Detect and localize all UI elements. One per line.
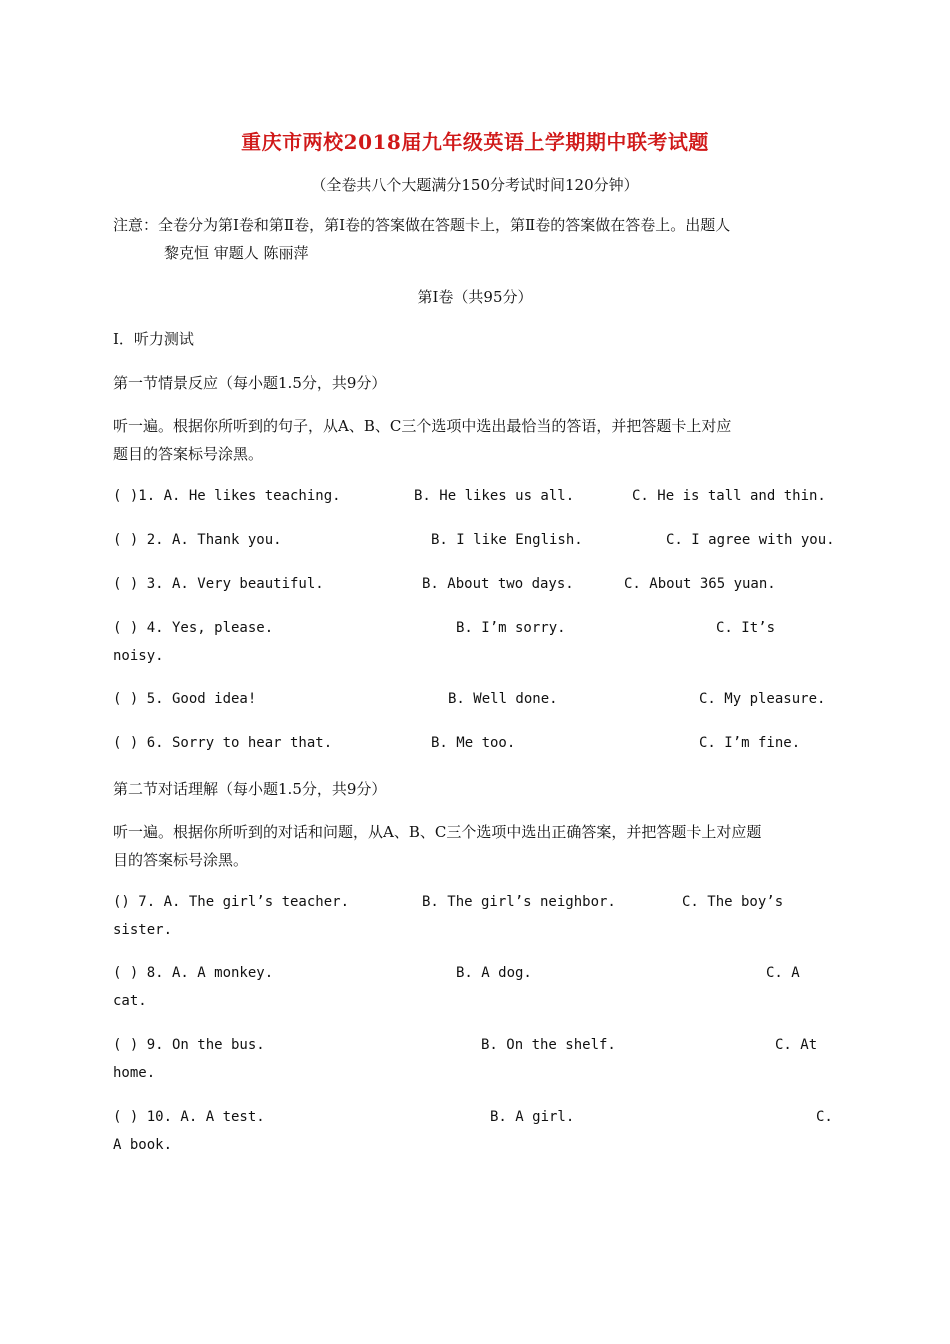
q9-option-c-wrap: home.: [113, 1065, 156, 1081]
q6-option-c: C. I’m fine.: [699, 735, 801, 751]
q10-option-b: B. A girl.: [490, 1109, 575, 1125]
q9-option-b: B. On the shelf.: [481, 1037, 616, 1053]
section-listening: Ⅰ．听力测试: [113, 330, 194, 348]
q8-option-b: B. A dog.: [456, 965, 532, 981]
q6-option-b: B. Me too.: [431, 735, 516, 751]
sec1-heading: 第一节情景反应（每小题1.5分，共9分）: [113, 374, 387, 392]
q4-option-c-wrap: noisy.: [113, 648, 164, 664]
q7-option-b: B. The girl’s neighbor.: [422, 894, 616, 910]
notice-line-2: 黎克恒 审题人 陈丽萍: [164, 244, 309, 262]
q8-option-c: C. A: [766, 965, 800, 981]
exam-title: 重庆市两校2018届九年级英语上学期期中联考试题: [241, 130, 709, 154]
q7-option-c: C. The boy’s: [682, 894, 784, 910]
q7-stem: () 7. A. The girl’s teacher.: [113, 894, 350, 910]
q2-stem: ( ) 2. A. Thank you.: [113, 532, 282, 548]
q1-option-b: B. He likes us all.: [414, 488, 575, 504]
q4-option-c: C. It’s: [716, 620, 776, 636]
q8-option-c-wrap: cat.: [113, 993, 147, 1009]
q10-option-c: C.: [816, 1109, 833, 1125]
q3-option-b: B. About two days.: [422, 576, 574, 592]
q5-option-c: C. My pleasure.: [699, 691, 826, 707]
sec2-instruction-2: 目的答案标号涂黑。: [113, 851, 249, 869]
q3-stem: ( ) 3. A. Very beautiful.: [113, 576, 324, 592]
q4-stem: ( ) 4. Yes, please.: [113, 620, 274, 636]
q1-stem: ( )1. A. He likes teaching.: [113, 488, 341, 504]
q9-stem: ( ) 9. On the bus.: [113, 1037, 265, 1053]
sec2-instruction-1: 听一遍。根据你所听到的对话和问题，从A、B、C三个选项中选出正确答案，并把答题卡上对应题: [113, 823, 762, 841]
q2-option-c: C. I agree with you.: [666, 532, 835, 548]
q5-option-b: B. Well done.: [448, 691, 558, 707]
sec1-instruction-1: 听一遍。根据你所听到的句子，从A、B、C三个选项中选出最恰当的答语，并把答题卡上对应: [113, 417, 732, 435]
exam-subtitle: （全卷共八个大题满分150分考试时间120分钟）: [311, 176, 639, 194]
part1-header: 第Ⅰ卷（共95分）: [417, 288, 533, 306]
q6-stem: ( ) 6. Sorry to hear that.: [113, 735, 333, 751]
q1-option-c: C. He is tall and thin.: [632, 488, 826, 504]
q8-stem: ( ) 8. A. A monkey.: [113, 965, 274, 981]
q9-option-c: C. At: [775, 1037, 818, 1053]
q5-stem: ( ) 5. Good idea!: [113, 691, 257, 707]
notice-line-1: 注意：全卷分为第Ⅰ卷和第Ⅱ卷，第Ⅰ卷的答案做在答题卡上，第Ⅱ卷的答案做在答卷上。出题人: [113, 216, 731, 234]
sec2-heading: 第二节对话理解（每小题1.5分，共9分）: [113, 780, 387, 798]
q4-option-b: B. I’m sorry.: [456, 620, 566, 636]
sec1-instruction-2: 题目的答案标号涂黑。: [113, 445, 264, 463]
q3-option-c: C. About 365 yuan.: [624, 576, 776, 592]
q10-option-c-wrap: A book.: [113, 1137, 173, 1153]
q2-option-b: B. I like English.: [431, 532, 583, 548]
q7-option-c-wrap: sister.: [113, 922, 173, 938]
q10-stem: ( ) 10. A. A test.: [113, 1109, 265, 1125]
